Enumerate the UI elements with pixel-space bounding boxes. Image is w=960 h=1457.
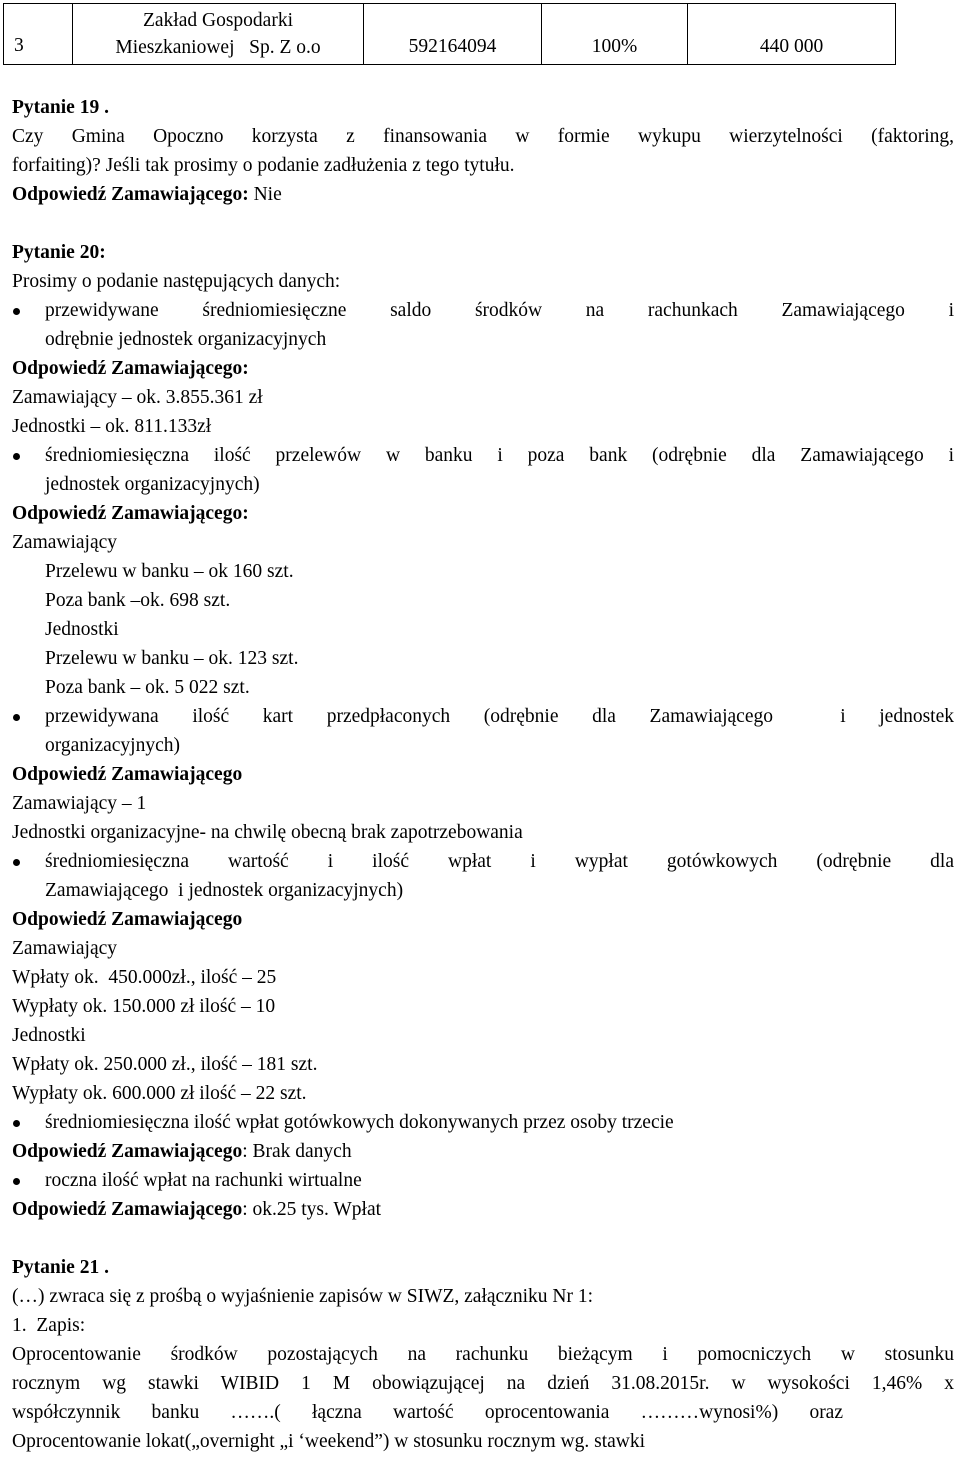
answer-2-line3: Poza bank –ok. 698 szt. [45,590,231,611]
bullet-2-line1: średniomiesięczna ilość przelewów w banku i poza bank (odrębnie dla Zamawiającego i [45,445,954,466]
entity-name-line2: Mieszkaniowej Sp. Z o.o [115,37,321,58]
bullet-icon [13,453,20,460]
answer-1-label: Odpowiedź Zamawiającego: [12,358,249,379]
question-21-title: Pytanie 21 . [12,1257,109,1278]
answer-4-line4: Jednostki [12,1025,86,1046]
entity-share: 100% [542,4,688,65]
answer-label: Odpowiedź Zamawiającego [12,1141,243,1162]
answer-4-line2: Wpłaty ok. 450.000zł., ilość – 25 [12,967,277,988]
answer-1-line2: Jednostki – ok. 811.133zł [12,416,212,437]
entity-name [73,4,364,65]
bullet-icon [13,859,20,866]
answer-text: : ok.25 tys. Wpłat [242,1199,382,1220]
answer-label: Odpowiedź Zamawiającego: [12,184,249,205]
answer-3-line1: Zamawiający – 1 [12,793,147,814]
bullet-1-line2: odrębnie jednostek organizacyjnych [45,329,327,350]
answer-4-label: Odpowiedź Zamawiającego [12,909,243,930]
question-21-item [12,1312,85,1341]
bullet-icon [13,714,20,721]
answer-4-line6: Wypłaty ok. 600.000 zł ilość – 22 szt. [12,1083,307,1104]
question-20-title: Pytanie 20: [12,242,106,263]
question-21-line1: (…) zwraca się z prośbą o wyjaśnienie zapisów w SIWZ, załączniku Nr 1: [12,1286,593,1307]
answer-4-line5: Wpłaty ok. 250.000 zł., ilość – 181 szt. [12,1054,318,1075]
answer-label: Odpowiedź Zamawiającego [12,1199,243,1220]
question-21-para4: Oprocentowanie lokat(„overnight „i ‘weekend”) w stosunku rocznym wg. stawki [12,1431,646,1452]
answer-4-line1: Zamawiający [12,938,118,959]
answer-1-line1: Zamawiający – ok. 3.855.361 zł [12,387,263,408]
row-number: 3 [4,4,73,65]
entity-table [3,3,896,65]
answer-2-line1: Zamawiający [12,532,118,553]
answer-3-label: Odpowiedź Zamawiającego [12,764,243,785]
question-20-intro: Prosimy o podanie następujących danych: [12,271,341,292]
item-number: 1. [12,1315,27,1336]
item-label: Zapis: [36,1315,86,1336]
bullet-4-line1: średniomiesięczna wartość i ilość wpłat i wypłat gotówkowych (odrębnie dla [45,851,954,872]
bullet-icon [13,1178,20,1185]
question-21-para3: współczynnik banku …….( łączna wartość oprocentowania ………wynosi%) oraz [12,1402,843,1423]
bullet-3-line1: przewidywana ilość kart przedpłaconych (odrębnie dla Zamawiającego i jednostek [45,706,954,727]
table-row [4,4,896,65]
question-19-title: Pytanie 19 . [12,97,109,118]
bullet-icon [13,1120,20,1127]
answer-2-line6: Poza bank – ok. 5 022 szt. [45,677,250,698]
answer-2-line5: Przelewu w banku – ok. 123 szt. [45,648,299,669]
answer-6 [12,1196,381,1225]
entity-nip: 592164094 [364,4,542,65]
answer-2-line4: Jednostki [45,619,119,640]
answer-text: : Brak danych [242,1141,352,1162]
answer-2-line2: Przelewu w banku – ok 160 szt. [45,561,294,582]
bullet-2-line2: jednostek organizacyjnych) [45,474,260,495]
answer-4-line3: Wypłaty ok. 150.000 zł ilość – 10 [12,996,276,1017]
bullet-3-line2: organizacyjnych) [45,735,180,756]
answer-2-label: Odpowiedź Zamawiającego: [12,503,249,524]
bullet-6: roczna ilość wpłat na rachunki wirtualne [45,1170,362,1191]
answer-3-line2: Jednostki organizacyjne- na chwilę obecną brak zapotrzebowania [12,822,523,843]
question-21-para1: Oprocentowanie środków pozostających na rachunku bieżącym i pomocniczych w stosunku [12,1344,954,1365]
answer-5 [12,1138,352,1167]
bullet-icon [13,308,20,315]
question-19-line2: forfaiting)? Jeśli tak prosimy o podanie zadłużenia z tego tytułu. [12,155,515,176]
bullet-5: średniomiesięczna ilość wpłat gotówkowych dokonywanych przez osoby trzecie [45,1112,674,1133]
bullet-1-line1: przewidywane średniomiesięczne saldo środków na rachunkach Zamawiającego i [45,300,954,321]
answer-text: Nie [248,184,282,205]
bullet-4-line2: Zamawiającego i jednostek organizacyjnych) [45,880,404,901]
question-21-para2: rocznym wg stawki WIBID 1 M obowiązującej na dzień 31.08.2015r. w wysokości 1,46% x [12,1373,954,1394]
entity-name-line1: Zakład Gospodarki [142,10,293,31]
entity-amount: 440 000 [688,4,896,65]
question-19-answer [12,181,282,210]
question-19-line1: Czy Gmina Opoczno korzysta z finansowania w formie wykupu wierzytelności (faktoring, [12,126,954,147]
